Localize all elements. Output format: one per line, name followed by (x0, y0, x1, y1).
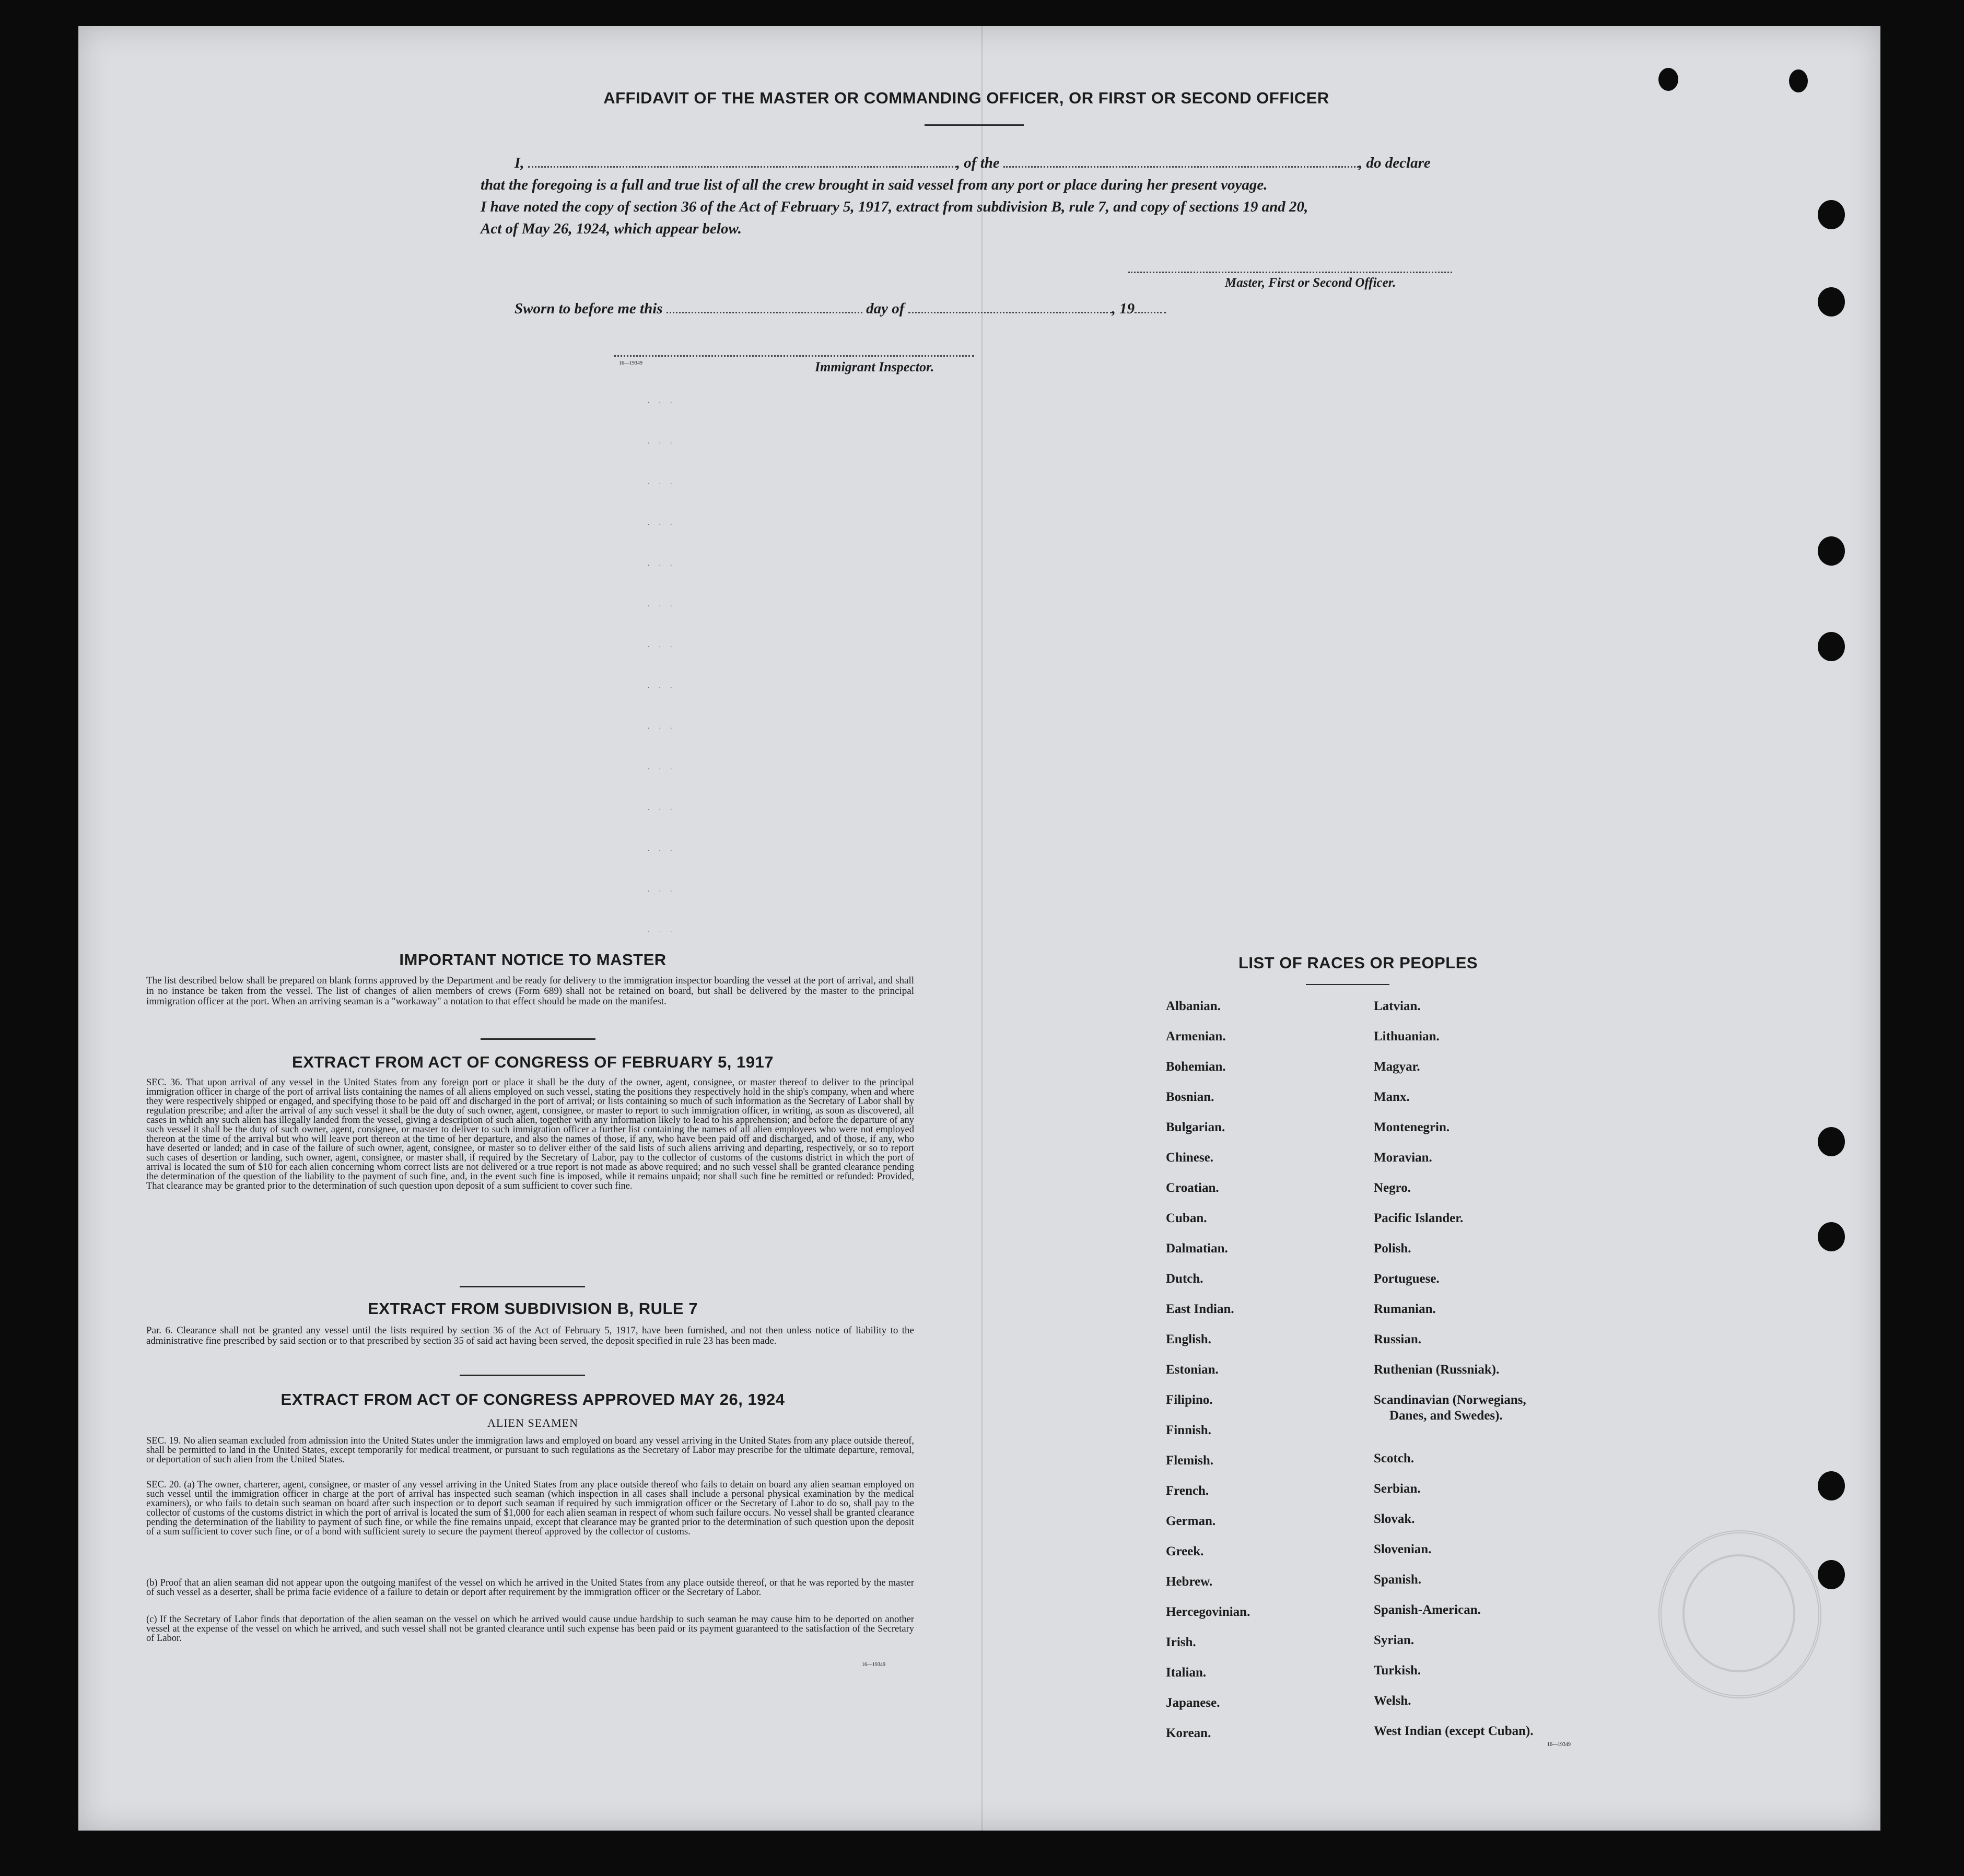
race-item: Portuguese. (1374, 1272, 1440, 1286)
sec-20a-text: SEC. 20. (a) The owner, charterer, agent, consignee, or master of any vessel arriving in the United States from any place outside thereof who fails to detain on board any alien seaman employed on such vessel until the immigration officer in charge at the port of arrival has inspected such seaman (which inspection in all cases shall include a personal physical examination by the medical examiners), or who fails to detain such seaman on board after such inspection or to deport such seaman if required by such immigration officer or the Secretary of Labor to do so, shall pay to the collector of customs of the customs district in which the port of arrival is located the sum of $1,000 for each alien seaman in respect of whom such failure occurs. No vessel shall be granted clearance pending the determination of the liability to payment of such fine, or while the fine remains unpaid, except that clearance may be granted prior to the determination of such question upon the deposit of a sum sufficient to cover such fine, or of a bond with sufficient surety to secure the payment thereof approved by the collector of customs. (146, 1480, 914, 1537)
extract-1924-subtitle: ALIEN SEAMEN (487, 1416, 578, 1429)
divider (460, 1375, 585, 1376)
bleed-through-mark: ... (648, 804, 682, 812)
punch-hole (1818, 200, 1845, 229)
master-signature-label: Master, First or Second Officer. (1225, 276, 1396, 290)
race-item: Russian. (1374, 1332, 1422, 1346)
bleed-through-mark: ... (648, 927, 682, 934)
race-item: Japanese. (1166, 1696, 1220, 1710)
races-title: LIST OF RACES OR PEOPLES (1238, 954, 1478, 972)
race-item: Slovak. (1374, 1512, 1415, 1526)
punch-hole (1658, 68, 1678, 91)
race-item: Manx. (1374, 1090, 1410, 1104)
bleed-through-mark: ... (648, 723, 682, 731)
race-item: Hercegovinian. (1166, 1605, 1250, 1619)
punch-hole (1818, 1471, 1845, 1500)
bleed-through-mark: ... (648, 886, 682, 894)
affidavit-line-3: I have noted the copy of section 36 of the Act of February 5, 1917, extract from subdivision B, rule 7, and copy of sections 19 and 20, (481, 198, 1308, 215)
race-item: Scotch. (1374, 1451, 1414, 1465)
sworn-label: Sworn to before me this (515, 300, 663, 317)
document-page (78, 26, 1880, 1831)
bleed-through-mark: ... (648, 641, 682, 649)
race-item: German. (1166, 1514, 1216, 1528)
form-number: 16—19349 (1547, 1742, 1571, 1748)
form-number: 16—19349 (862, 1662, 885, 1668)
punch-hole (1818, 1127, 1845, 1156)
race-item: French. (1166, 1484, 1209, 1498)
race-item: Bulgarian. (1166, 1120, 1225, 1134)
race-item: Estonian. (1166, 1363, 1219, 1377)
affidavit-declare: , do declare (1359, 155, 1431, 171)
race-item: Dalmatian. (1166, 1241, 1228, 1256)
race-item: Spanish. (1374, 1573, 1422, 1587)
subdivision-b-title: EXTRACT FROM SUBDIVISION B, RULE 7 (368, 1299, 698, 1318)
notice-text: The list described below shall be prepared on blank forms approved by the Department and be ready for delivery to the immigration inspector boarding the vessel at the port of arrival, and shall in no instance be taken from the vessel. The list of changes of alien members of crews (Form 689) shall not be retained on board, but shall be delivered by the master to the principal immigration officer at the port. When an arriving seaman is a "workaway" a notation to that effect should be made on the manifest. (146, 975, 914, 1007)
race-item: Montenegrin. (1374, 1120, 1450, 1134)
race-item: English. (1166, 1332, 1211, 1346)
affidavit-of: , of the (956, 155, 1000, 171)
day-of-label: day of (866, 300, 905, 317)
master-signature-line[interactable] (1128, 272, 1452, 273)
extract-1924-title: EXTRACT FROM ACT OF CONGRESS APPROVED MAY 26, 1924 (280, 1390, 785, 1409)
vessel-blank[interactable] (1003, 156, 1359, 168)
race-item: Bohemian. (1166, 1060, 1226, 1074)
race-item: Irish. (1166, 1635, 1196, 1649)
center-fold (981, 26, 983, 1831)
race-item: Flemish. (1166, 1453, 1213, 1468)
punch-hole (1818, 536, 1845, 566)
race-item: Lithuanian. (1374, 1029, 1440, 1043)
race-item: Bosnian. (1166, 1090, 1214, 1104)
race-item: Cuban. (1166, 1211, 1207, 1225)
race-item: Chinese. (1166, 1151, 1213, 1165)
punch-hole (1818, 287, 1845, 316)
extract-1917-title: EXTRACT FROM ACT OF CONGRESS OF FEBRUARY 5, 1917 (292, 1053, 774, 1071)
sworn-line (515, 300, 1166, 318)
race-item: Serbian. (1374, 1482, 1421, 1496)
bleed-through-mark: ... (648, 601, 682, 608)
race-item: Rumanian. (1374, 1302, 1436, 1316)
name-blank[interactable] (528, 156, 956, 168)
race-item: Scandinavian (Norwegians, (1374, 1393, 1526, 1407)
form-number: 16—19349 (619, 360, 642, 366)
race-item: Pacific Islander. (1374, 1211, 1464, 1225)
divider (481, 1038, 595, 1040)
bleed-through-mark: ... (648, 764, 682, 771)
race-item: Negro. (1374, 1181, 1411, 1195)
race-item: Korean. (1166, 1726, 1211, 1740)
notice-title: IMPORTANT NOTICE TO MASTER (399, 951, 667, 969)
race-item: Hebrew. (1166, 1575, 1213, 1589)
race-item: Ruthenian (Russniak). (1374, 1363, 1500, 1377)
affidavit-line-2: that the foregoing is a full and true list of all the crew brought in said vessel from any port or place during her present voyage. (481, 177, 1268, 193)
race-item: East Indian. (1166, 1302, 1234, 1316)
bleed-through-mark: ... (648, 438, 682, 445)
bleed-through-mark: ... (648, 560, 682, 568)
punch-hole (1818, 1560, 1845, 1589)
race-item: Albanian. (1166, 999, 1221, 1013)
race-item: Armenian. (1166, 1029, 1226, 1043)
race-item: Finnish. (1166, 1423, 1211, 1437)
bleed-through-mark: ... (648, 478, 682, 486)
bleed-through-mark: ... (648, 682, 682, 690)
extract-1917-text: SEC. 36. That upon arrival of any vessel in the United States from any foreign port or place it shall be the duty of the owner, agent, consignee, or master thereof to deliver to the principal immigration officer in charge of the port of arrival lists containing the names of all aliens employed on such vessel, stating the positions they respectively hold in the ship's company, when and where they were respectively shipped or engaged, and specifying those to be paid off and discharged in the port of arrival; or lists containing so much of such information as the Secretary of Labor shall by regulation prescribe; and after the arrival of any such vessel it shall be the duty of such owner, agent, consignee, or master to report to such immigration officer, in writing, as soon as discovered, all cases in which any such alien has illegally landed from the vessel, giving a description of such alien, together with any information likely to lead to his apprehension; and before the departure of any such vessel it shall be the duty of such owner, agent, consignee, or master to deliver to such immigration officer a further list containing the names of all alien employees who were not employed thereon at the time of the arrival but who will leave port thereon at the time of her departure, and also the names of those, if any, who have been paid off and discharged, and of those, if any, who have deserted or landed; and in case of the failure of such owner, agent, consignee, or master so to deliver either of the said lists of such aliens arriving and departing, respectively, or so to report such cases of desertion or landing, such owner, agent, consignee, or master shall, if required by the Secretary of Labor, pay to the collector of customs of the customs district in which the port of arrival is located the sum of $10 for each alien concerning whom correct lists are not delivered or a true report is not made as above required; and no such vessel shall be granted clearance pending the determination of the question of the liability to the payment of such fine, and, in the event such fine is imposed, while it remains unpaid; nor shall such fine be remitted or refunded: Provided, That clearance may be granted prior to the determination of such question upon deposit of a sum sufficient to cover such fine. (146, 1077, 914, 1191)
bleed-through-mark: ... (648, 397, 682, 405)
month-blank[interactable] (908, 301, 1112, 313)
race-item: Welsh. (1374, 1694, 1411, 1708)
race-item: Danes, and Swedes). (1389, 1409, 1503, 1423)
race-item: Italian. (1166, 1666, 1207, 1680)
race-item: Slovenian. (1374, 1542, 1432, 1556)
day-blank[interactable] (667, 301, 862, 313)
race-item: Moravian. (1374, 1151, 1432, 1165)
sec-20b-text: (b) Proof that an alien seaman did not appear upon the outgoing manifest of the vessel on which he arrived in the United States from any place outside thereof, or that he was reported by the master of such vessel as a deserter, shall be prima facie evidence of a failure to detain or deport after requirement by the immigration officer or the Secretary of Labor. (146, 1578, 914, 1598)
race-item: Filipino. (1166, 1393, 1213, 1407)
affidavit-line-1 (515, 155, 1431, 172)
bleed-through-mark: ... (648, 845, 682, 853)
race-item: Magyar. (1374, 1060, 1420, 1074)
sec-19-text: SEC. 19. No alien seaman excluded from admission into the United States under the immigration laws and employed on board any vessel arriving in the United States from any place outside thereof, shall be permitted to land in the United States, except temporarily for medical treatment, or pursuant to such regulations as the Secretary of Labor may prescribe for the ultimate departure, removal, or deportation of such alien from the United States. (146, 1436, 914, 1465)
race-item: Greek. (1166, 1544, 1204, 1558)
punch-hole (1818, 1222, 1845, 1251)
sec-20c-text: (c) If the Secretary of Labor finds that deportation of the alien seaman on the vessel on which he arrived would cause undue hardship to such seaman he may cause him to be deported on another vessel at the expense of the vessel on which he arrived, and such vessel shall not be granted clearance until such expense has been paid or its payment guaranteed to the satisfaction of the Secretary of Labor. (146, 1614, 914, 1644)
race-item: Dutch. (1166, 1272, 1203, 1286)
year-label: , 19 (1112, 300, 1135, 317)
race-item: Latvian. (1374, 999, 1421, 1013)
affidavit-title: AFFIDAVIT OF THE MASTER OR COMMANDING OFFICER, OR FIRST OR SECOND OFFICER (603, 89, 1329, 107)
subdivision-b-text: Par. 6. Clearance shall not be granted any vessel until the lists required by section 36 of the Act of February 5, 1917, have been furnished, and not then unless notice of liability to the administrative fine prescribed by said section or to that prescribed by section 35 of said act having been served, the deposit specified in rule 23 has been made. (146, 1325, 914, 1346)
race-item: Croatian. (1166, 1181, 1219, 1195)
punch-hole (1789, 69, 1808, 92)
official-seal (1658, 1530, 1821, 1698)
race-item: Syrian. (1374, 1633, 1414, 1647)
divider (1306, 984, 1389, 985)
race-item: West Indian (except Cuban). (1374, 1724, 1534, 1738)
inspector-signature-label: Immigrant Inspector. (815, 359, 934, 374)
punch-hole (1818, 632, 1845, 661)
divider (925, 124, 1024, 126)
race-item: Polish. (1374, 1241, 1411, 1256)
inspector-signature-line[interactable] (614, 355, 974, 357)
affidavit-line-4: Act of May 26, 1924, which appear below. (481, 220, 742, 237)
race-item: Spanish-American. (1374, 1603, 1481, 1617)
race-item: Turkish. (1374, 1663, 1421, 1678)
affidavit-i: I, (515, 155, 524, 171)
bleed-through-mark: ... (648, 519, 682, 527)
year-blank[interactable] (1135, 301, 1166, 313)
divider (460, 1286, 585, 1287)
